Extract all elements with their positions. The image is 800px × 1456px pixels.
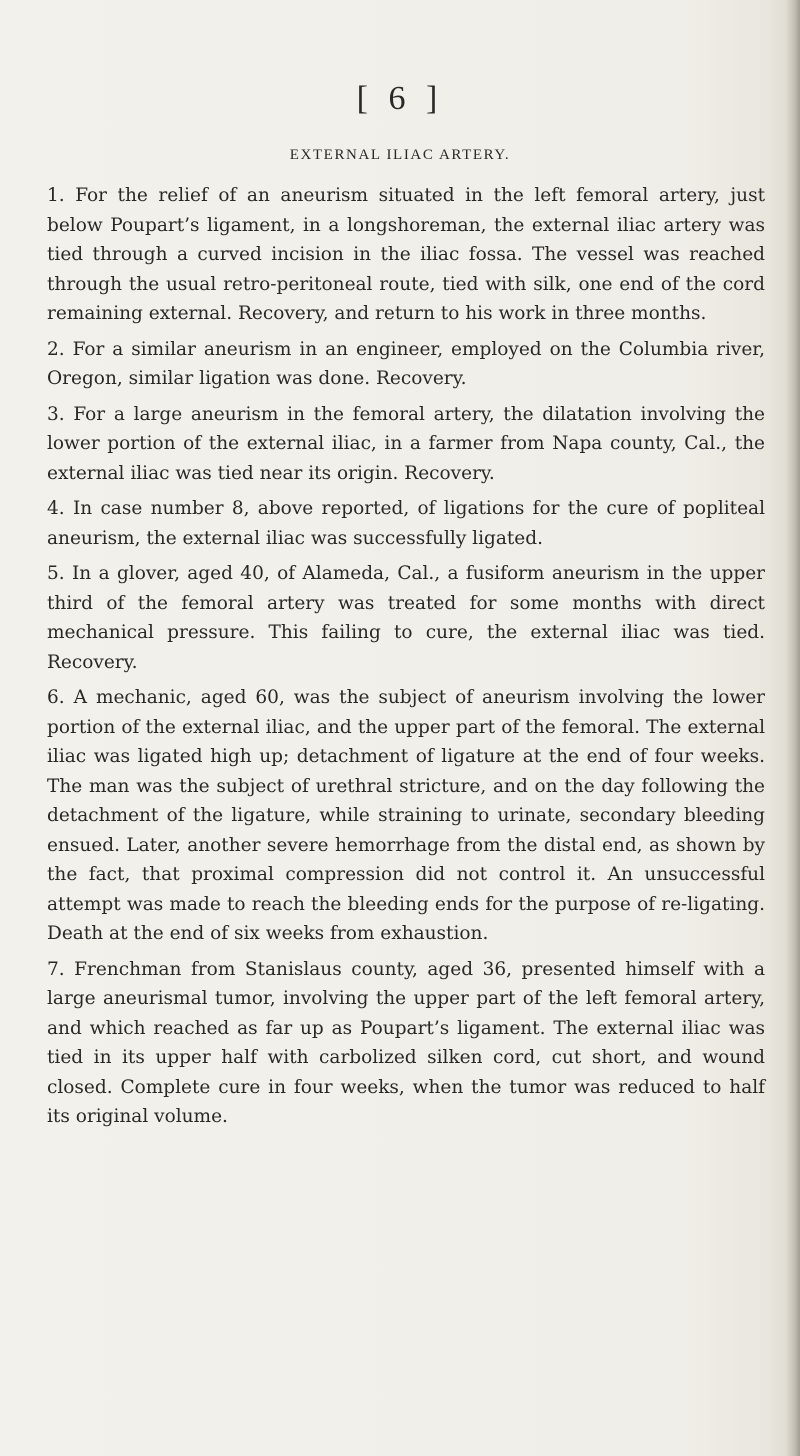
paragraph-6: 6. A mechanic, aged 60, was the subject of aneurism involving the lower portion of the external iliac, and the upper part of the femoral. The external iliac was ligated high up; detachment of ligature at the end of four weeks. The man was the subject of urethral stricture, and on the day following the detachment of the ligature, while straining to urinate, secondary bleeding ensued. Later, another severe hemorrhage from the distal end, as shown by the fact, that proximal compression did not control it. An unsuccessful attempt was made to reach the bleeding ends for the purpose of re-ligating. Death at the end of six weeks from exhaustion.: [47, 687, 765, 944]
paragraph-1: 1. For the relief of an aneurism situated in the left femoral artery, just below Poupart’s ligament, in a longshoreman, the external iliac artery was tied through a curved incision in the iliac fossa. The vessel was reached through the usual retro-peritoneal route, tied with silk, one end of the cord remaining external. Recovery, and return to his work in three months.: [47, 185, 765, 324]
page-binding-shadow: [786, 0, 800, 1456]
paragraph-2: 2. For a similar aneurism in an engineer, employed on the Columbia river, Oregon, similar ligation was done. Recovery.: [47, 338, 765, 389]
section-title: EXTERNAL ILIAC ARTERY.: [289, 147, 511, 163]
paragraph-3: 3. For a large aneurism in the femoral artery, the dilatation involving the lower portion of the external iliac, in a farmer from Napa county, Cal., the external iliac was tied near its origin. Recovery.: [47, 403, 765, 484]
page-number: [ 6 ]: [356, 80, 444, 117]
paragraph-5: 5. In a glover, aged 40, of Alameda, Cal., a fusiform aneurism in the upper third of the femoral artery was treated for some months with direct mechanical pressure. This failing to cure, the external iliac was tied. Recovery.: [47, 563, 765, 673]
body-text: [47, 181, 765, 1138]
paragraph-7: 7. Frenchman from Stanislaus county, aged 36, presented himself with a large aneurismal tumor, involving the upper part of the left femoral artery, and which reached as far up as Poupart’s ligament. The external iliac was tied in its upper half with carbolized silken cord, cut short, and wound closed. Complete cure in four weeks, when the tumor was reduced to half its original volume.: [47, 958, 765, 1127]
paragraph-4: 4. In case number 8, above reported, of ligations for the cure of popliteal aneurism, the external iliac was successfully ligated.: [47, 498, 765, 549]
